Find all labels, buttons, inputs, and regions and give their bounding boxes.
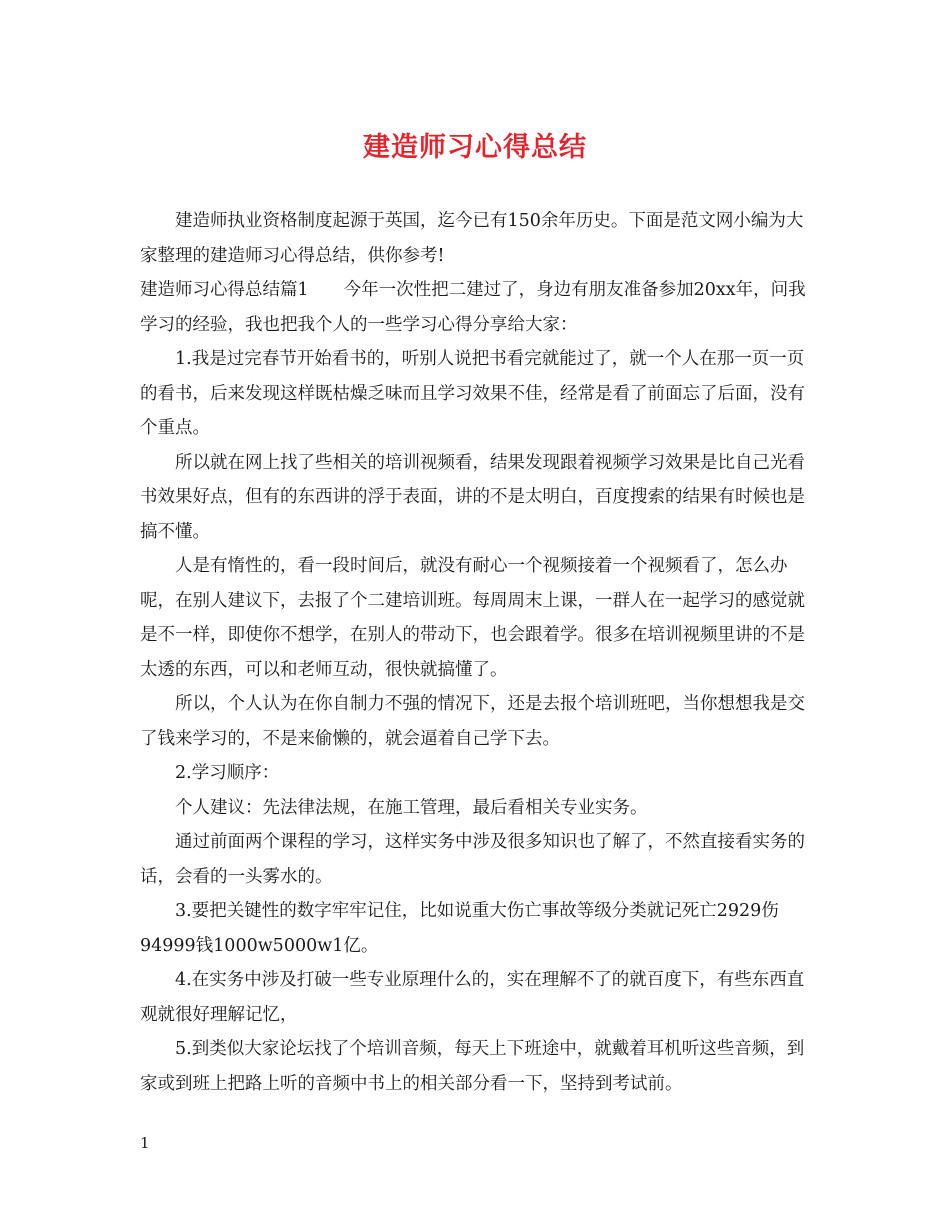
paragraph: 个人建议：先法律法规，在施工管理，最后看相关专业实务。 — [175, 797, 648, 818]
paragraph: 3.要把关键性的数字牢牢记住，比如说重大伤亡事故等级分类就记死亡2929伤94999钱1000w5000w1亿。 — [140, 901, 779, 956]
document-title: 建造师习心得总结 — [363, 132, 587, 163]
paragraph: 所以，个人认为在你自制力不强的情况下，还是去报个培训班吧，当你想想我是交了钱来学习的，不是来偷懒的，就会逼着自己学下去。 — [140, 694, 805, 749]
paragraph: 2.学习顺序： — [175, 763, 280, 783]
paragraph: 建造师执业资格制度起源于英国，迄今已有150余年历史。下面是范文网小编为大家整理的建造师习心得总结，供你参考! — [140, 211, 804, 266]
paragraph: 所以就在网上找了些相关的培训视频看，结果发现跟着视频学习效果是比自己光看书效果好点，但有的东西讲的浮于表面，讲的不是太明白，百度搜索的结果有时候也是搞不懂。 — [140, 452, 805, 542]
document-body — [140, 204, 810, 1101]
paragraph: 4.在实务中涉及打破一些专业原理什么的，实在理解不了的就百度下，有些东西直观就很好理解记忆， — [140, 970, 805, 1025]
paragraph: 建造师习心得总结篇1 今年一次性把二建过了，身边有朋友准备参加20xx年，问我学习的经验，我也把我个人的一些学习心得分享给大家： — [140, 280, 806, 335]
paragraph: 人是有惰性的，看一段时间后，就没有耐心一个视频接着一个视频看了，怎么办呢，在别人建议下，去报了个二建培训班。每周周末上课，一群人在一起学习的感觉就是不一样，即使你不想学，在别人的带动下，也会跟着学。很多在培训视频里讲的不是太透的东西，可以和老师互动，很快就搞懂了。 — [140, 556, 805, 680]
page-number: 1 — [140, 1134, 150, 1152]
paragraph: 1.我是过完春节开始看书的，听别人说把书看完就能过了，就一个人在那一页一页的看书，后来发现这样既枯燥乏味而且学习效果不佳，经常是看了前面忘了后面，没有个重点。 — [140, 349, 805, 438]
paragraph: 通过前面两个课程的学习，这样实务中涉及很多知识也了解了，不然直接看实务的话，会看的一头雾水的。 — [140, 832, 805, 887]
paragraph: 5.到类似大家论坛找了个培训音频，每天上下班途中，就戴着耳机听这些音频，到家或到班上把路上听的音频中书上的相关部分看一下，坚持到考试前。 — [140, 1039, 805, 1094]
